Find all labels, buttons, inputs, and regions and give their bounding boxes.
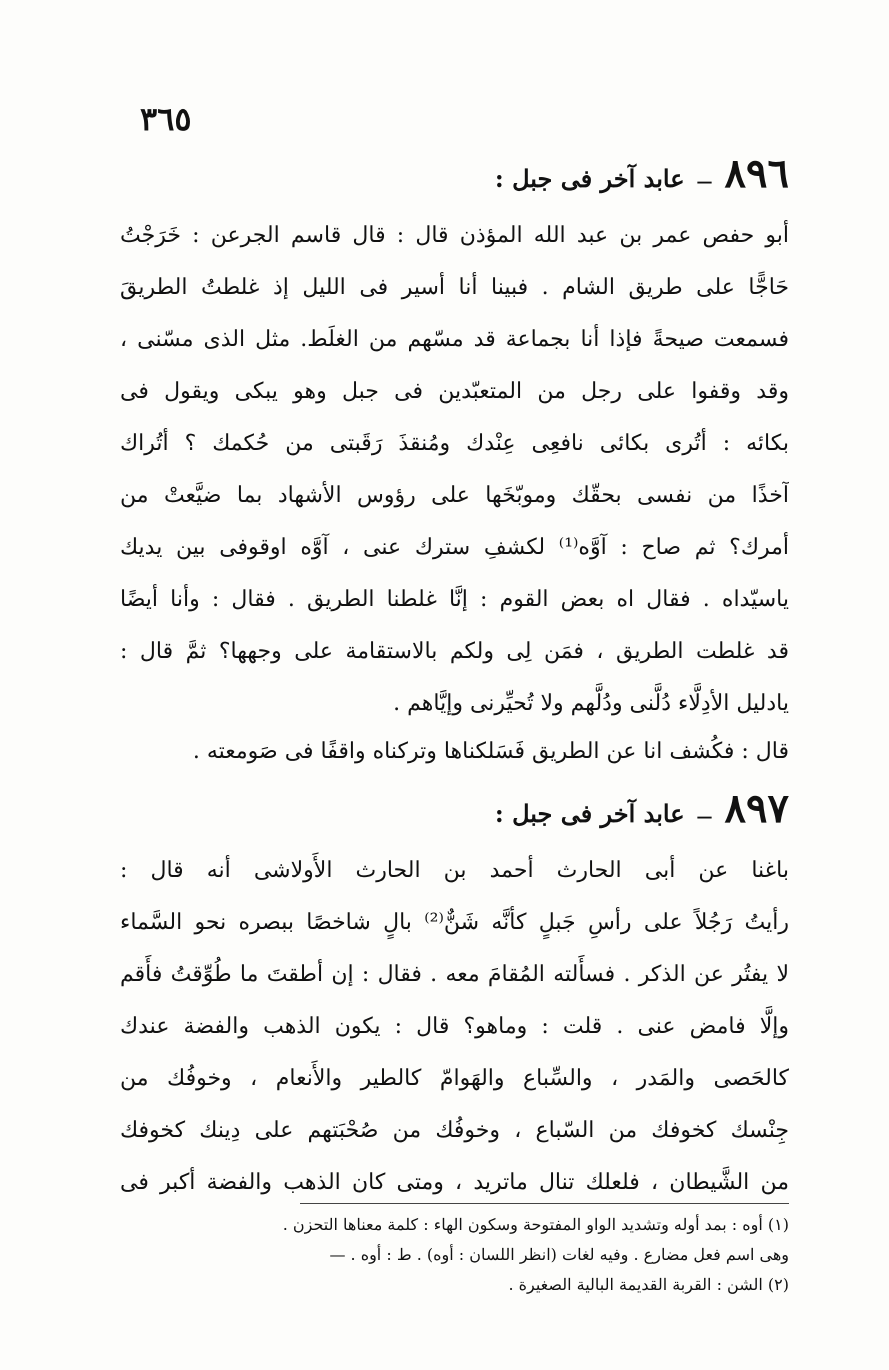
text-line: ياسيّداه . فقال اه بعض القوم : إنَّا غلطنا الطريق . فقال : وأنا أيضًا <box>120 587 789 612</box>
footnote-divider <box>300 1203 789 1204</box>
heading-dash: — <box>696 172 713 191</box>
text-line: لا يفتُر عن الذكر . فسأَلته المُقامَ معه . فقال : إن أطقتَ ما طُوِّقتُ فأَقم <box>120 962 789 987</box>
paragraph-896 <box>120 210 789 730</box>
footnote-1: (١) أوه : بمد أوله وتشديد الواو المفتوحة وسكون الهاء : كلمة معناها التحزن . <box>282 1215 789 1234</box>
heading-dash: — <box>696 807 713 826</box>
text-line: فسمعت صيحةً فإذا أنا بجماعة قد مسّهم من الغلَط. مثل الذى مسّنى ، <box>120 327 789 352</box>
text-line: أمرك؟ ثم صاح : آوَّه⁽¹⁾ لكشفِ سترك عنى ، آوَّه اوقوفى بين يديك <box>120 535 789 560</box>
text-line: باغنا عن أبى الحارث أحمد بن الحارث الأَولاشى أنه قال : <box>120 858 789 883</box>
paragraph-897 <box>120 845 789 1209</box>
footnotes <box>110 1210 789 1300</box>
text-line: وقد وقفوا على رجل من المتعبّدين فى جبل وهو يبكى ويقول فى <box>120 379 789 404</box>
section-heading-897 <box>495 785 789 832</box>
text-line: من الشَّيطان ، فلعلك تنال ماتريد ، ومتى كان الذهب والفضة أكبر فى <box>120 1170 789 1195</box>
section-number: ٨٩٦ <box>724 150 789 197</box>
section-title: عابد آخر فى جبل : <box>494 164 685 193</box>
page-number: ٣٦٥ <box>140 100 192 138</box>
closing-paragraph-896 <box>120 730 789 774</box>
section-heading-896 <box>495 150 789 197</box>
text-line: بكائه : أتُرى بكائى نافعِى عِنْدك ومُنقذَ رَقَبتى من حُكمك ؟ أتُراك <box>120 431 789 456</box>
text-line: آخذًا من نفسى بحقّك وموبّخَها على رؤوس الأشهاد بما ضيَّعتْ من <box>120 483 789 508</box>
text-line: يادليل الأدِلَّاء دُلَّنى ودُلَّهم ولا تُحيِّرنى وإيَّاهم . <box>393 691 789 716</box>
section-title: عابد آخر فى جبل : <box>494 799 685 828</box>
text-line: قال : فكُشف انا عن الطريق فَسَلكناها وتركناه واقفًا فى صَومعته . <box>192 739 789 764</box>
text-line: أبو حفص عمر بن عبد الله المؤذن قال : قال قاسم الجرعن : خَرَجْتُ <box>120 223 789 248</box>
text-line: وإلَّا فامض عنى . قلت : وماهو؟ قال : يكون الذهب والفضة عندك <box>120 1014 789 1039</box>
text-line: جِنْسك كخوفك من السّباع ، وخوفُك من صُحْبَتهم على دِينك كخوفك <box>120 1118 789 1143</box>
text-line: قد غلطت الطريق ، فمَن لِى ولكم بالاستقامة على وجهها؟ ثمَّ قال : <box>120 639 789 664</box>
text-line: حَاجًّا على طريق الشام . فبينا أنا أسير فى الليل إذ غلطتُ الطريقَ <box>120 275 789 300</box>
section-number: ٨٩٧ <box>724 785 789 832</box>
footnote-1-continued: وهى اسم فعل مضارع . وفيه لغات (انظر اللسان : أوه) . ط : أوه . — <box>329 1245 789 1264</box>
text-line: رأيتُ رَجُلاً على رأسِ جَبلٍ كأنَّه شَنٌّ⁽²⁾ بالٍ شاخصًا ببصره نحو السَّماء <box>120 910 789 935</box>
footnote-2: (٢) الشن : القربة القديمة البالية الصغيرة . <box>508 1275 789 1294</box>
text-line: كالحَصى والمَدر ، والسِّباع والهَوامّ كالطير والأَنعام ، وخوفُك من <box>120 1066 789 1091</box>
